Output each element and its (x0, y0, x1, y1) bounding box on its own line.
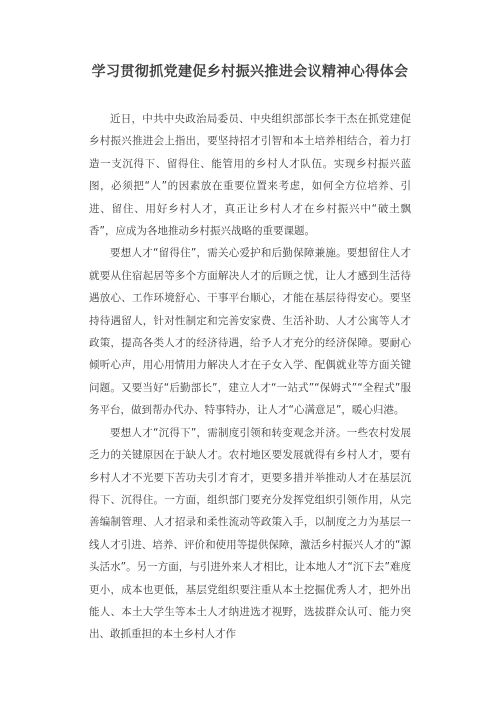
document-body (89, 108, 411, 646)
paragraph-intro: 近日，中共中央政治局委员、中央组织部部长李干杰在抓党建促乡村振兴推进会上指出，要坚持招才引智和本土培养相结合，着力打造一支沉得下、留得住、能管用的乡村人才队伍。实现乡村振兴蓝图，必须把“人”的因素放在重要位置来考虑，如何全方位培养、引进、留住、用好乡村人才，真正让乡村人才在乡村振兴中“破土飘香”，应成为各地推动乡村振兴战略的重要课题。 (89, 113, 411, 238)
paragraph-retain-talent: 要想人才“留得住”，需关心爱护和后勤保障兼施。要想留住人才就要从住宿起居等多个方面解决人才的后顾之忧，让人才感到生活待遇放心、工作环境舒心、干事平台顺心，才能在基层待得安心。要坚持待遇留人，针对性制定和完善安家费、生活补助、人才公寓等人才政策，提高各类人才的经济待遇，给予人才充分的经济保障。要耐心倾听心声，用心用情用力解决人才在子女入学、配偶就业等方面关键问题。又要当好“后勤部长”，建立人才“一站式”“保姆式”“全程式”服务平台，做到帮办代办、特事特办，让人才“心满意足”，暖心归港。 (89, 247, 411, 417)
paragraph-settle-talent: 要想人才“沉得下”，需制度引领和转变观念并济。一些农村发展乏力的关键原因在于缺人才。农村地区要发展就得有乡村人才，要有乡村人才不光要下苦功夫引才育才，更要多措并举推动人才在基层沉得下、沉得住。一方面，组织部门要充分发挥党组织引领作用，从完善编制管理、人才招录和柔性流动等政策入手，以制度之力为基层一线人才引进、培养、评价和使用等提供保障，激活乡村振兴人才的“源头活水”。另一方面，与引进外来人才相比，让本地人才“沉下去”难度更小，成本也更低，基层党组织要注重从本土挖掘优秀人才，把外出能人、本土大学生等本土人才纳进选才视野，选拔群众认可、能力突出、敢抓重担的本土乡村人才作 (89, 426, 411, 641)
document-title: 学习贯彻抓党建促乡村振兴推进会议精神心得体会 (91, 64, 409, 80)
